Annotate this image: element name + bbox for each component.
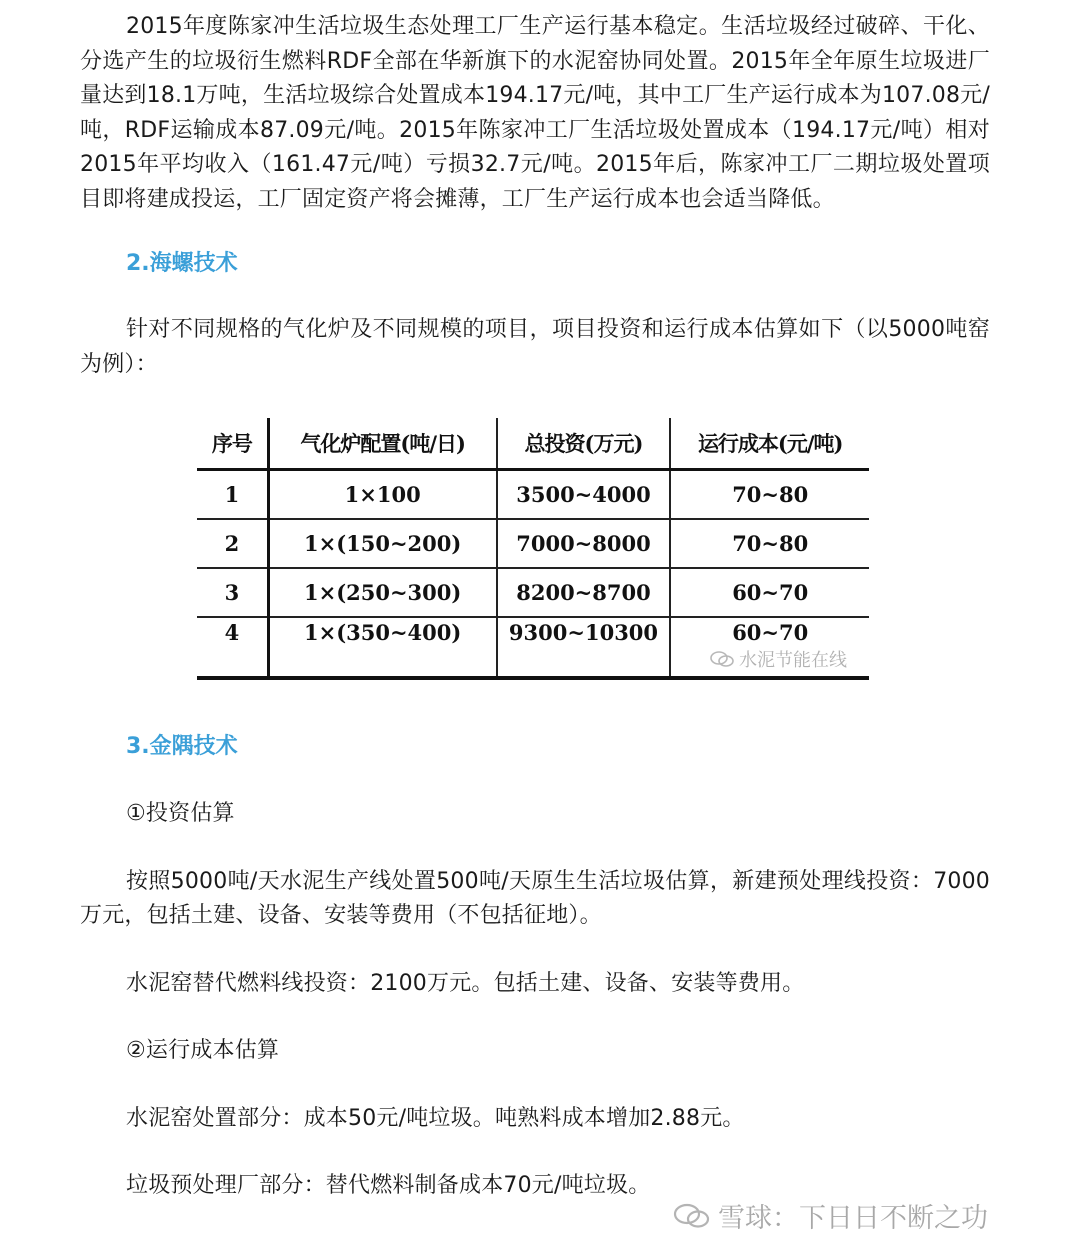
cost-table-image bbox=[197, 418, 869, 680]
table-header-cell: 总投资(万元) bbox=[497, 418, 671, 470]
table-row bbox=[197, 470, 869, 520]
table-cell: 1 bbox=[197, 470, 268, 520]
paragraph-fuel-line: 水泥窑替代燃料线投资：2100万元。包括土建、设备、安装等费用。 bbox=[126, 970, 805, 996]
table-cell: 1×(350~400) bbox=[268, 617, 496, 678]
cost-table bbox=[197, 418, 869, 680]
table-row bbox=[197, 568, 869, 617]
table-cell: 3500~4000 bbox=[497, 470, 671, 520]
table-cell: 2 bbox=[197, 519, 268, 568]
paragraph-conch-intro: 针对不同规格的气化炉及不同规模的项目，项目投资和运行成本估算如下（以5000吨窑为例）： bbox=[80, 317, 990, 377]
table-header-cell: 运行成本(元/吨) bbox=[670, 418, 869, 470]
table-cell: 70~80 bbox=[670, 519, 869, 568]
table-header-cell: 气化炉配置(吨/日) bbox=[268, 418, 496, 470]
footer-watermark-text: 雪球：下日日不断之功 bbox=[718, 1203, 988, 1234]
table-row bbox=[197, 519, 869, 568]
table-header-cell: 序号 bbox=[197, 418, 268, 470]
wechat-icon bbox=[672, 1202, 712, 1230]
table-cell: 3 bbox=[197, 568, 268, 617]
table-cell: 70~80 bbox=[670, 470, 869, 520]
table-header-row bbox=[197, 418, 869, 470]
paragraph-kiln-cost: 水泥窑处置部分：成本50元/吨垃圾。吨熟料成本增加2.88元。 bbox=[126, 1105, 745, 1131]
table-cell: 9300~10300 bbox=[497, 617, 671, 678]
table-cell: 1×(250~300) bbox=[268, 568, 496, 617]
section-heading-bbmg: 3.金隅技术 bbox=[126, 734, 238, 759]
table-cell: 8200~8700 bbox=[497, 568, 671, 617]
paragraph-chenjiachong: 2015年度陈家冲生活垃圾生态处理工厂生产运行基本稳定。生活垃圾经过破碎、干化、分选产生的垃圾衍生燃料RDF全部在华新旗下的水泥窑协同处置。2015年全年原生垃圾进厂量达到18.1万吨，生活垃圾综合处置成本194.17元/吨，其中工厂生产运行成本为107.08元/吨，RDF运输成本87.09元/吨。2015年陈家冲工厂生活垃圾处置成本（194.17元/吨）相对2015年平均收入（161.47元/吨）亏损32.7元/吨。2015年后，陈家冲工厂二期垃圾处置项目即将建成投运，工厂固定资产将会摊薄，工厂生产运行成本也会适当降低。 bbox=[80, 14, 990, 212]
wechat-icon bbox=[709, 650, 735, 668]
footer-watermark bbox=[672, 1196, 988, 1235]
table-watermark bbox=[709, 646, 847, 672]
table-cell: 1×100 bbox=[268, 470, 496, 520]
section-heading-conch: 2.海螺技术 bbox=[126, 251, 238, 276]
subheading-investment: ①投资估算 bbox=[126, 801, 235, 826]
subheading-operating-cost: ②运行成本估算 bbox=[126, 1038, 280, 1063]
table-cell: 7000~8000 bbox=[497, 519, 671, 568]
table-cell: 60~70 bbox=[670, 568, 869, 617]
article-body bbox=[80, 10, 990, 1204]
paragraph-investment: 按照5000吨/天水泥生产线处置500吨/天原生生活垃圾估算，新建预处理线投资：7000万元，包括土建、设备、安装等费用（不包括征地）。 bbox=[80, 868, 990, 928]
table-cell: 4 bbox=[197, 617, 268, 678]
table-watermark-text: 水泥节能在线 bbox=[739, 650, 847, 671]
table-cell: 1×(150~200) bbox=[268, 519, 496, 568]
paragraph-pretreatment-cost: 垃圾预处理厂部分：替代燃料制备成本70元/吨垃圾。 bbox=[126, 1173, 651, 1198]
table-cell: 60~70 bbox=[670, 617, 869, 678]
